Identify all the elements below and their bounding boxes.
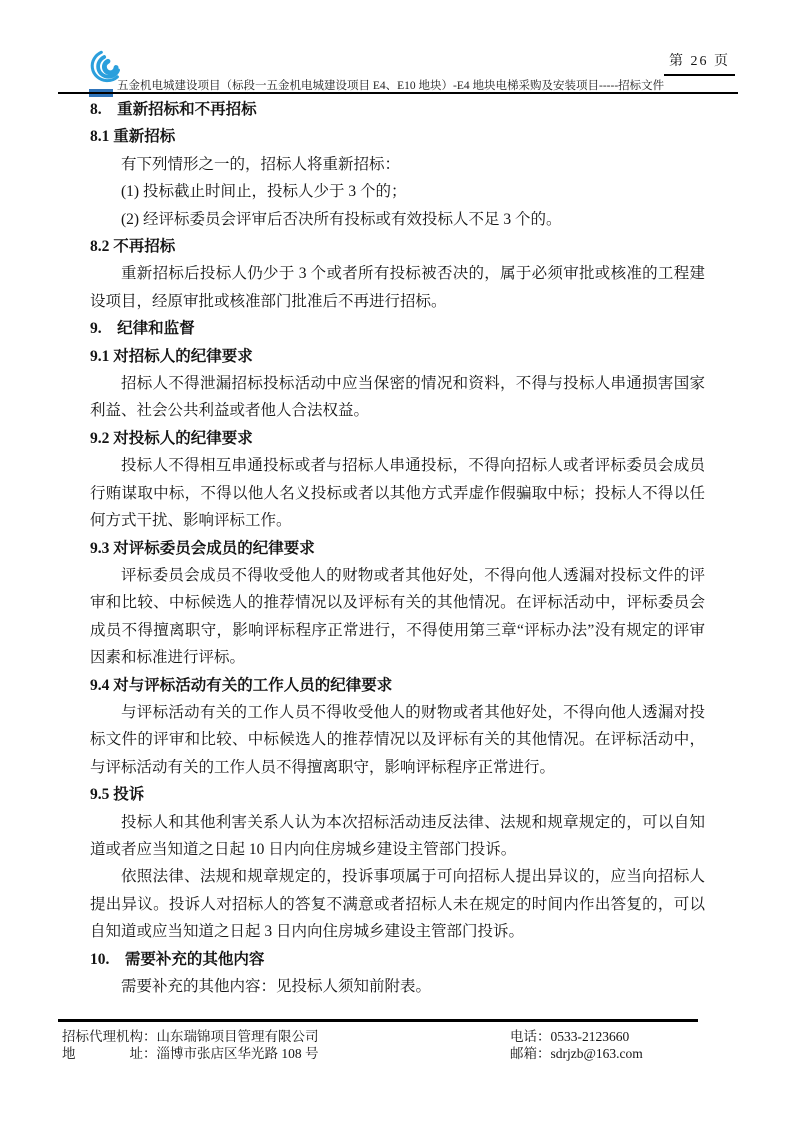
section-heading: 9.2 对投标人的纪律要求: [90, 429, 253, 447]
section-heading: 8.1 重新招标: [90, 128, 176, 146]
paragraph: 投标人和其他利害关系人认为本次招标活动违反法律、法规和规章规定的，可以自知道或者应当知道之日起 10 日内向住房城乡建设主管部门投诉。: [90, 813, 705, 858]
footer-email-line: 邮箱：sdrjzb@163.com: [510, 1045, 643, 1061]
section-heading: 9.5 投诉: [90, 786, 145, 804]
section-heading: 9.1 对招标人的纪律要求: [90, 347, 253, 365]
section-heading: 10. 需要补充的其他内容: [90, 950, 265, 968]
paragraph: 投标人不得相互串通投标或者与招标人串通投标，不得向招标人或者评标委员会成员行贿谋取中标，不得以他人名义投标或者以其他方式弄虚作假骗取中标；投标人不得以任何方式干扰、影响评标工作。: [90, 457, 705, 530]
section-heading: 8.2 不再招标: [90, 238, 176, 256]
paragraph: 与评标活动有关的工作人员不得收受他人的财物或者其他好处，不得向他人透漏对投标文件的评审和比较、中标候选人的推荐情况以及评标有关的其他情况。在评标活动中，与评标活动有关的工作人员不得擅离职守，影响评标程序正常进行。: [90, 703, 705, 776]
paragraph: (2) 经评标委员会评审后否决所有投标或有效投标人不足 3 个的。: [121, 210, 562, 228]
paragraph: (1) 投标截止时间止，投标人少于 3 个的；: [121, 183, 407, 201]
paragraph: 重新招标后投标人仍少于 3 个或者所有投标被否决的，属于必须审批或核准的工程建设项目，经原审批或核准部门批准后不再进行招标。: [90, 265, 705, 310]
paragraph: 有下列情形之一的，招标人将重新招标：: [121, 155, 401, 173]
section-heading: 9. 纪律和监督: [90, 320, 195, 338]
footer-address-line: 地 址：淄博市张店区华光路 108 号: [62, 1045, 319, 1061]
document-body: [90, 96, 705, 1000]
paragraph: 评标委员会成员不得收受他人的财物或者其他好处，不得向他人透漏对投标文件的评审和比较、中标候选人的推荐情况以及评标有关的其他情况。在评标活动中，评标委员会成员不得擅离职守，影响评标程序正常进行，不得使用第三章“评标办法”没有规定的评审因素和标准进行评标。: [90, 566, 705, 667]
page-footer: [58, 1019, 698, 1061]
footer-phone-line: 电话：0533-2123660: [510, 1029, 630, 1044]
section-heading: 9.4 对与评标活动有关的工作人员的纪律要求: [90, 676, 393, 694]
document-header-title: 五金机电城建设项目（标段一五金机电城建设项目 E4、E10 地块）-E4 地块电梯采购及安装项目-----招标文件: [117, 80, 665, 92]
section-heading: 8. 重新招标和不再招标: [90, 101, 257, 118]
footer-agency-block: [62, 1029, 319, 1062]
paragraph: 招标人不得泄漏招标投标活动中应当保密的情况和资料，不得与投标人串通损害国家利益、社会公共利益或者他人合法权益。: [90, 375, 705, 420]
paragraph: 需要补充的其他内容：见投标人须知前附表。: [121, 978, 432, 995]
section-heading: 9.3 对评标委员会成员的纪律要求: [90, 539, 315, 557]
footer-contact-block: [510, 1029, 643, 1062]
paragraph: 依照法律、法规和规章规定的，投诉事项属于可向招标人提出异议的，应当向招标人提出异议。投诉人对招标人的答复不满意或者招标人未在规定的时间内作出答复的，可以自知道或应当知道之日起 3 日内向住房城乡建设主管部门投诉。: [90, 868, 705, 941]
page-number: 第 26 页: [664, 50, 735, 76]
header-divider: [58, 92, 738, 94]
footer-agency-line: 招标代理机构：山东瑞锦项目管理有限公司: [62, 1029, 319, 1044]
